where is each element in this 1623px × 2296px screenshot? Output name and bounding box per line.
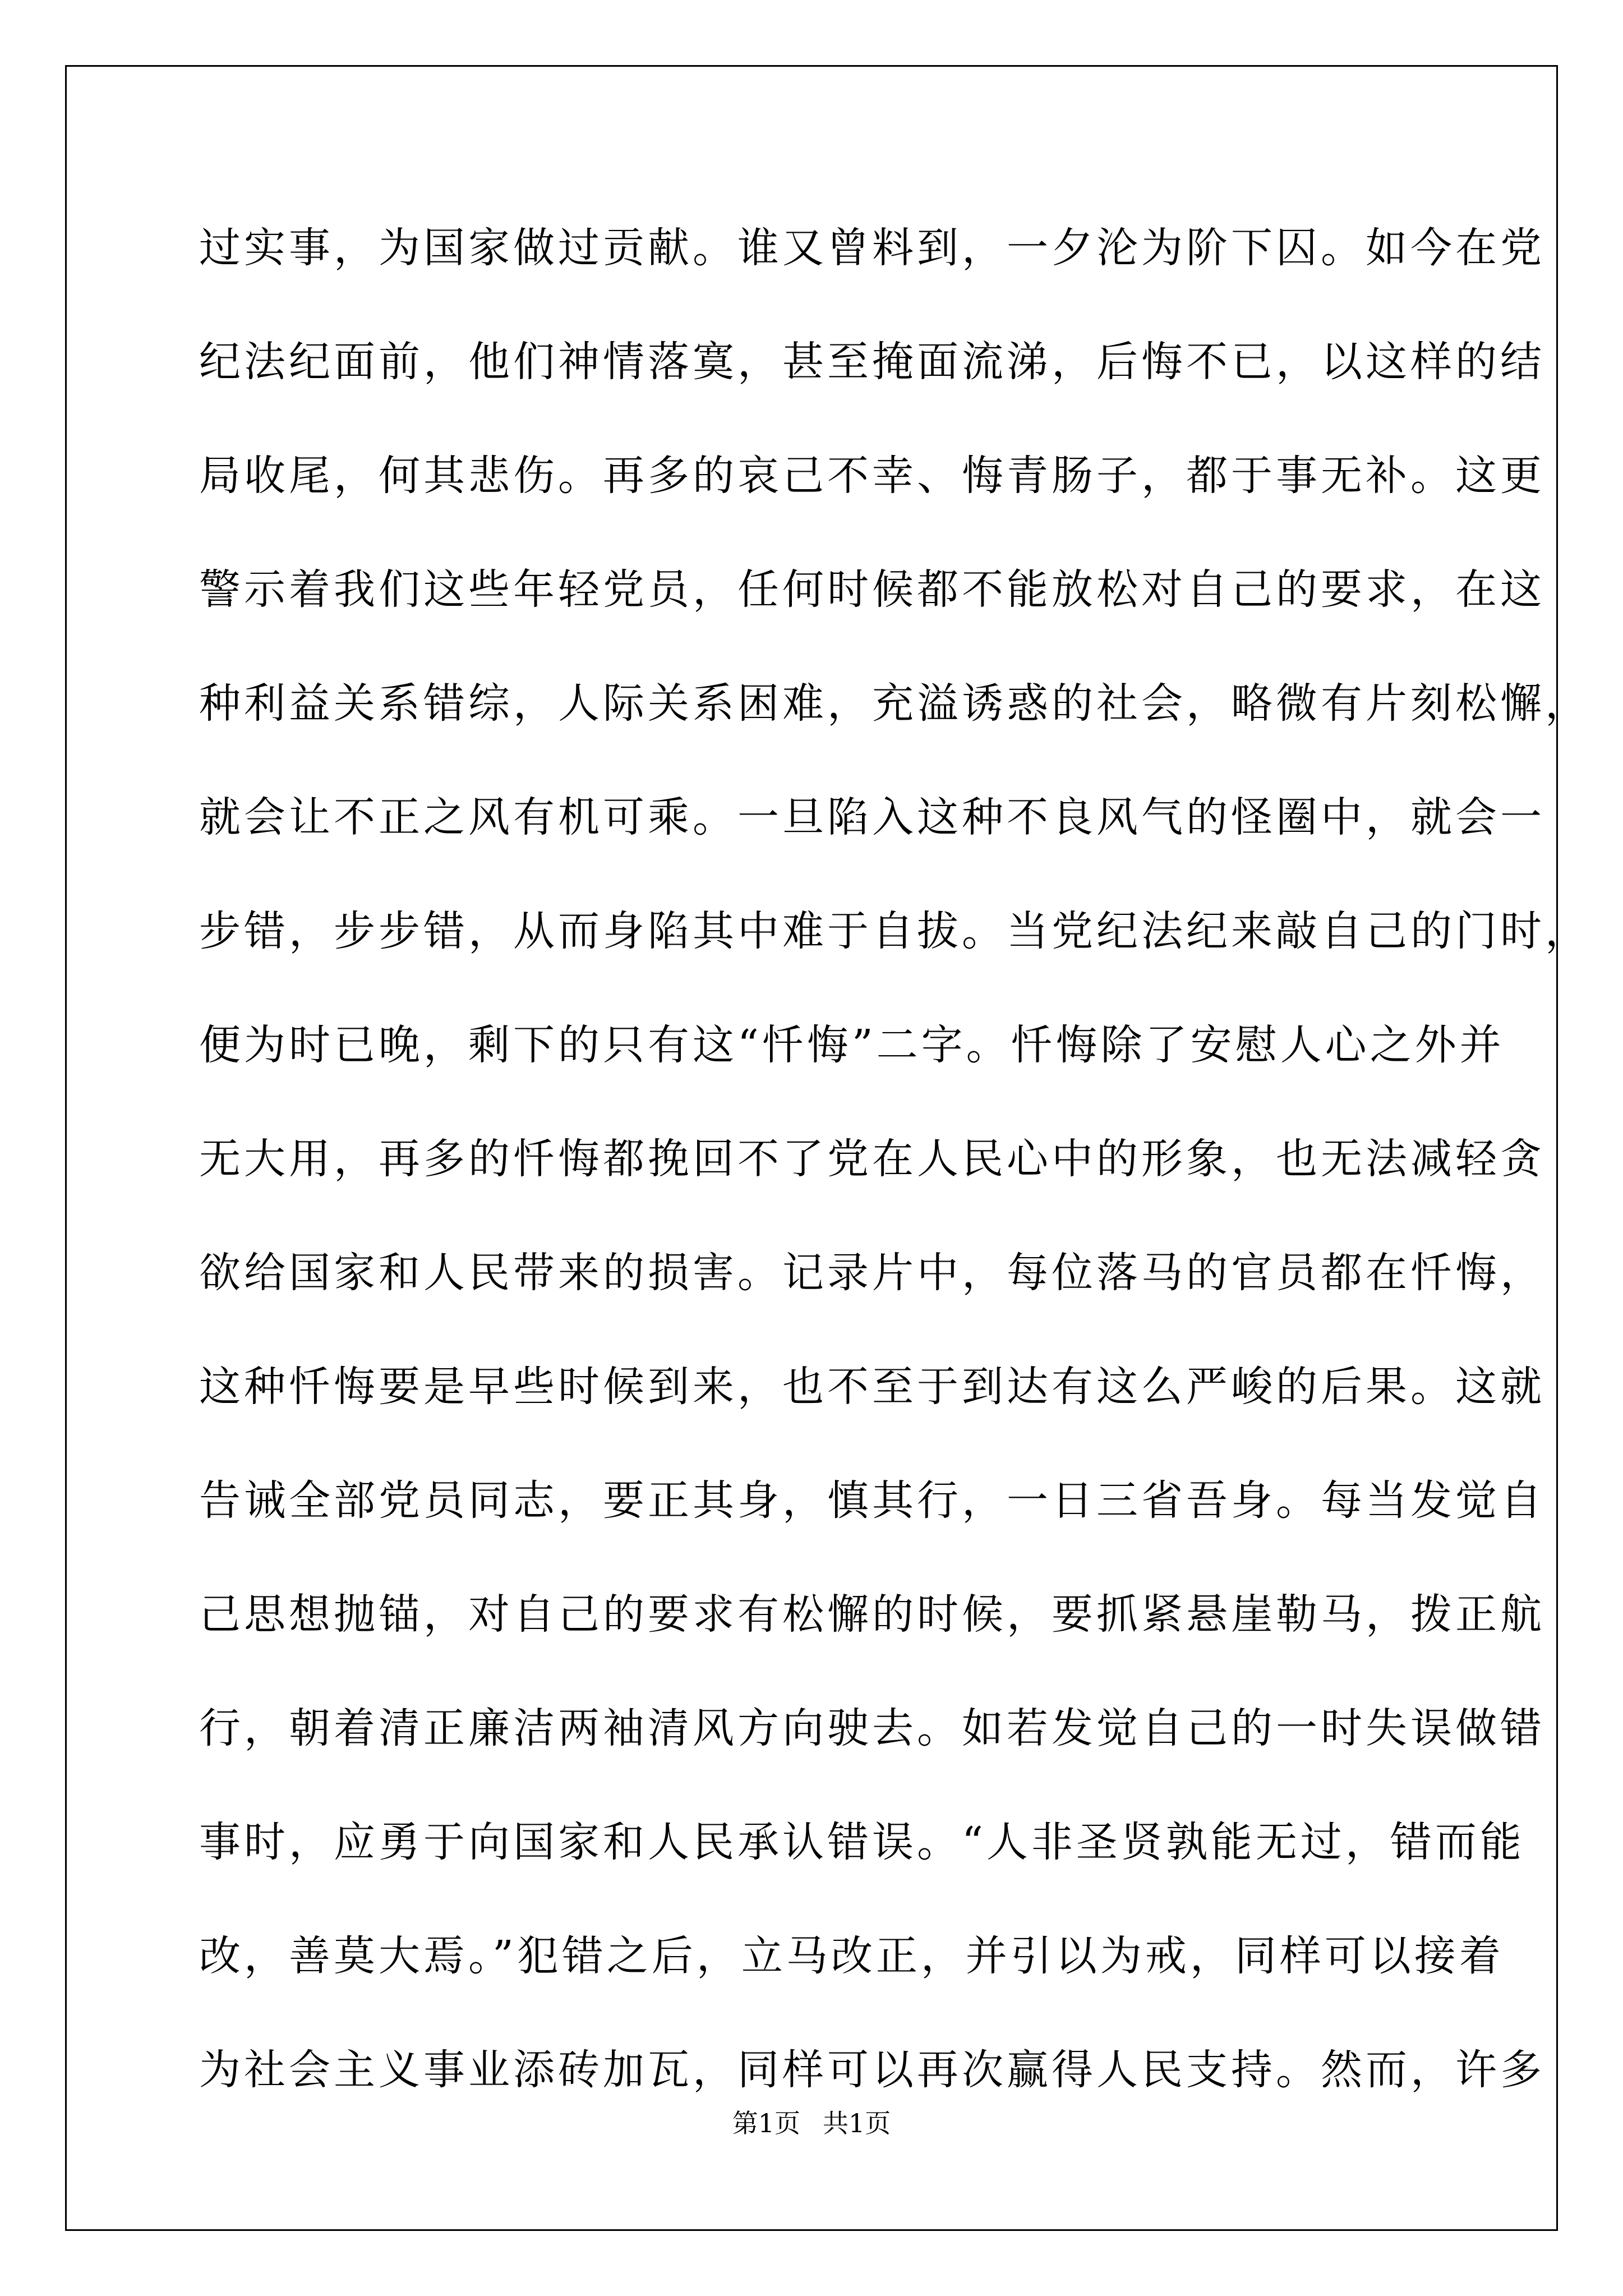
- text-line: 警示着我们这些年轻党员，任何时候都不能放松对自己的要求，在这: [199, 565, 1545, 614]
- text-line: 为社会主义事业添砖加瓦，同样可以再次赢得人民支持。然而，许多: [199, 2046, 1545, 2094]
- text-line: 种利益关系错综，人际关系困难，充溢诱惑的社会，略微有片刻松懈，: [199, 679, 1590, 728]
- text-line: 局收尾，何其悲伤。再多的哀己不幸、悔青肠子，都于事无补。这更: [199, 452, 1545, 500]
- text-line: 纪法纪面前，他们神情落寞，甚至掩面流涕，后悔不已，以这样的结: [199, 338, 1545, 386]
- page-total: 共1页: [823, 2108, 891, 2138]
- text-line: 欲给国家和人民带来的损害。记录片中，每位落马的官员都在忏悔，: [199, 1249, 1545, 1297]
- text-line: 步错，步步错，从而身陷其中难于自拔。当党纪法纪来敲自己的门时，: [199, 907, 1590, 955]
- text-line: 事时，应勇于向国家和人民承认错误。“人非圣贤孰能无过，错而能: [199, 1818, 1525, 1866]
- text-line: 无大用，再多的忏悔都挽回不了党在人民心中的形象，也无法减轻贪: [199, 1135, 1545, 1183]
- page-footer: [0, 2106, 1623, 2140]
- text-line: 就会让不正之风有机可乘。一旦陷入这种不良风气的怪圈中，就会一: [199, 793, 1545, 841]
- text-line: 告诫全部党员同志，要正其身，慎其行，一日三省吾身。每当发觉自: [199, 1476, 1545, 1525]
- text-line: 行，朝着清正廉洁两袖清风方向驶去。如若发觉自己的一时失误做错: [199, 1704, 1545, 1752]
- text-line: 这种忏悔要是早些时候到来，也不至于到达有这么严峻的后果。这就: [199, 1363, 1545, 1411]
- page-number: 第1页: [732, 2108, 800, 2138]
- text-line: 己思想抛锚，对自己的要求有松懈的时候，要抓紧悬崖勒马，拨正航: [199, 1590, 1545, 1639]
- text-line: 便为时已晚，剩下的只有这“忏悔”二字。忏悔除了安慰人心之外并: [199, 1021, 1505, 1069]
- text-line: 改，善莫大焉。”犯错之后，立马改正，并引以为戒，同样可以接着: [199, 1932, 1504, 1980]
- text-line: 过实事，为国家做过贡献。谁又曾料到，一夕沦为阶下囚。如今在党: [199, 224, 1545, 272]
